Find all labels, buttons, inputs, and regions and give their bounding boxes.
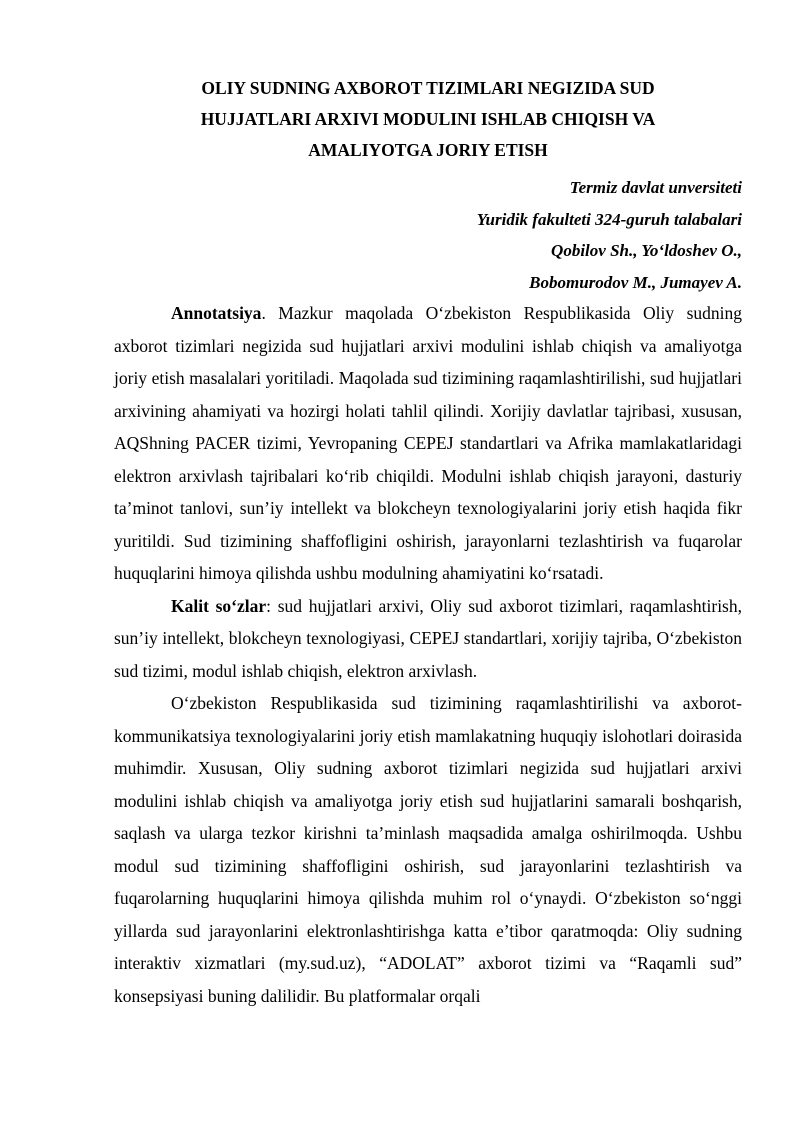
abstract-text: . Mazkur maqolada O‘zbekiston Respublikasida Oliy sudning axborot tizimlari negizida sud hujjatlari arxivi modulini ishlab chiqish va amaliyotga joriy etish masalalari yoritiladi. Maqolada sud tizimining raqamlashtirilishi, sud hujjatlari arxivining ahamiyati va hozirgi holati tahlil qilindi. Xorijiy davlatlar tajribasi, xususan, AQShning PACER tizimi, Yevropaning CEPEJ standartlari va Afrika mamlakatlaridagi elektron arxivlash tajribalari ko‘rib chiqildi. Modulni ishlab chiqish jarayoni, dasturiy ta’minot tanlovi, sun’iy intellekt va blokcheyn texnologiyalarini joriy etish haqida fikr yuritildi. Sud tizimining shaffofligini oshirish, jarayonlarni tezlashtirish va fuqarolar huquqlarini himoya qilishda ushbu modulning ahamiyatini ko‘rsatadi. [114, 303, 742, 583]
title-line-1: OLIY SUDNING AXBOROT TIZIMLARI NEGIZIDA SUD [201, 78, 655, 98]
author-faculty: Yuridik fakulteti 324-guruh talabalari [476, 209, 742, 229]
keywords-label: Kalit so‘zlar [171, 595, 267, 616]
author-university: Termiz davlat unversiteti [569, 178, 742, 197]
title-line-2: HUJJATLARI ARXIVI MODULINI ISHLAB CHIQISH VA [200, 109, 656, 129]
author-names-2: Bobomurodov M., Jumayev A. [529, 272, 742, 292]
abstract-paragraph [114, 297, 742, 590]
body-paragraph-1: O‘zbekiston Respublikasida sud tizimining raqamlashtirilishi va axborot-kommunikatsiya texnologiyalarini joriy etish mamlakatning huquqiy islohotlari doirasida muhimdir. Xususan, Oliy sudning axborot tizimlari negizida sud hujjatlari arxivi modulini ishlab chiqish va amaliyotga joriy etish sud hujjatlarini samarali boshqarish, saqlash va ularga tezkor kirishni ta’minlash maqsadida amalga oshirilmoqda. Ushbu modul sud tizimining shaffofligini oshirish, sud jarayonlarini tezlashtirish va fuqarolarning huquqlarini himoya qilishda muhim rol o‘ynaydi. O‘zbekiston so‘nggi yillarda sud jarayonlarini elektronlashtirishga katta e’tibor qaratmoqda: Oliy sudning interaktiv xizmatlari (my.sud.uz), “ADOLAT” axborot tizimi va “Raqamli sud” konsepsiyasi buning dalilidir. Bu platformalar orqali [114, 693, 742, 1006]
article-title [113, 73, 743, 166]
author-block [477, 172, 742, 298]
keywords-text: : sud hujjatlari arxivi, Oliy sud axborot tizimlari, raqamlashtirish, sun’iy intellekt, blokcheyn texnologiyasi, CEPEJ standartlari, xorijiy tajriba, O‘zbekiston sud tizimi, modul ishlab chiqish, elektron arxivlash. [114, 595, 742, 681]
keywords-paragraph [114, 590, 742, 688]
article-body [114, 297, 742, 1012]
title-line-3: AMALIYOTGA JORIY ETISH [308, 140, 548, 160]
author-names-1: Qobilov Sh., Yo‘ldoshev O., [551, 241, 742, 260]
abstract-label: Annotatsiya [171, 303, 262, 323]
